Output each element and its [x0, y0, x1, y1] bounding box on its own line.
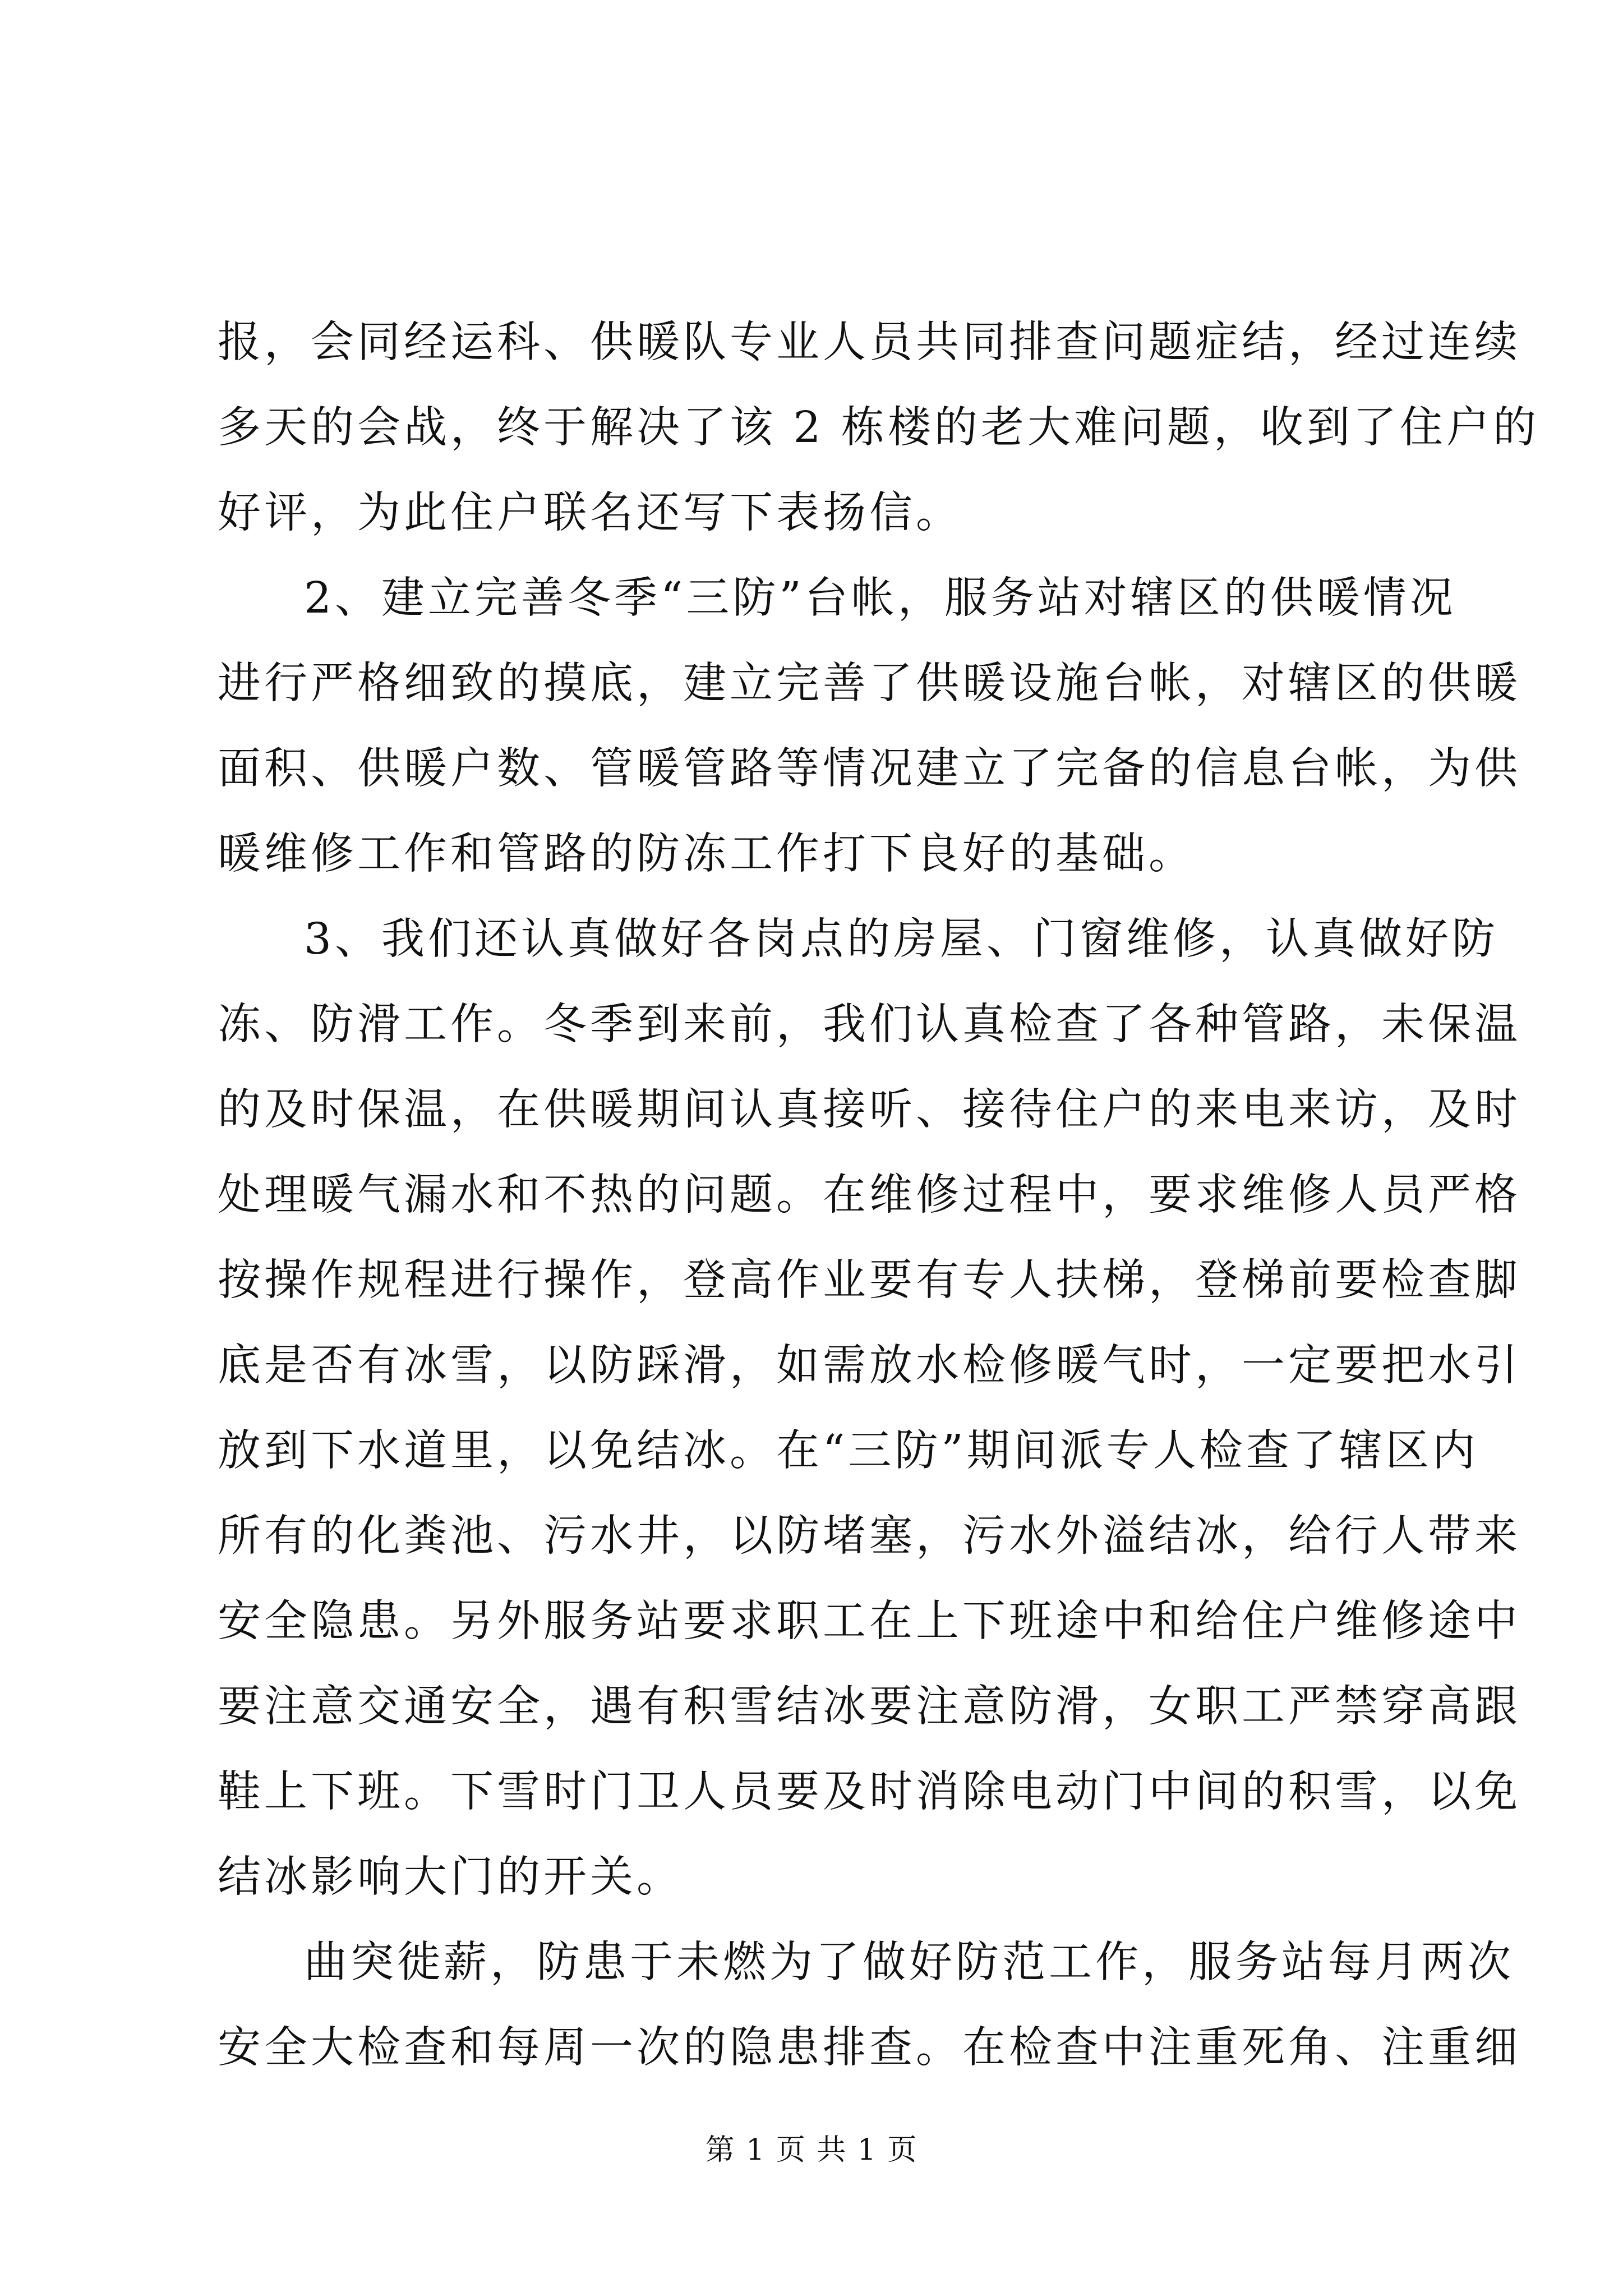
text-line: 要注意交通安全，遇有积雪结冰要注意防滑，女职工严禁穿高跟: [218, 1682, 1521, 1732]
text-line: 暖维修工作和管路的防冻工作打下良好的基础。: [218, 829, 1195, 879]
text-line: 面积、供暖户数、管暖管路等情况建立了完备的信息台帐，为供: [218, 744, 1521, 794]
text-line: 底是否有冰雪，以防踩滑，如需放水检修暖气时，一定要把水引: [218, 1341, 1521, 1391]
text-line: 所有的化粪池、污水井，以防堵塞，污水外溢结冰，给行人带来: [218, 1511, 1521, 1561]
text-line: 好评，为此住户联名还写下表扬信。: [218, 488, 962, 538]
text-line: 报，会同经运科、供暖队专业人员共同排查问题症结，经过连续: [218, 318, 1521, 367]
page-number-footer: 第 1 页 共 1 页: [705, 2133, 918, 2167]
text-line: 进行严格细致的摸底，建立完善了供暖设施台帐，对辖区的供暖: [218, 659, 1521, 708]
text-line: 处理暖气漏水和不热的问题。在维修过程中，要求维修人员严格: [218, 1170, 1521, 1220]
text-line: 冻、防滑工作。冬季到来前，我们认真检查了各种管路，未保温: [218, 1000, 1521, 1050]
text-line: 多天的会战，终于解决了该 2 栋楼的老大难问题，收到了住户的: [218, 403, 1539, 453]
text-line: 曲突徙薪，防患于未燃为了做好防范工作，服务站每月两次: [304, 1938, 1514, 1987]
text-line: 安全隐患。另外服务站要求职工在上下班途中和给住户维修途中: [218, 1596, 1521, 1646]
text-line: 鞋上下班。下雪时门卫人员要及时消除电动门中间的积雪，以免: [218, 1767, 1521, 1817]
text-line: 结冰影响大门的开关。: [218, 1852, 683, 1902]
text-line: 放到下水道里，以免结冰。在“三防”期间派专人检查了辖区内: [218, 1426, 1479, 1476]
text-line: 3、我们还认真做好各岗点的房屋、门窗维修，认真做好防: [304, 914, 1498, 964]
text-line: 安全大检查和每周一次的隐患排查。在检查中注重死角、注重细: [218, 2023, 1521, 2073]
text-line: 2、建立完善冬季“三防”台帐，服务站对辖区的供暖情况: [304, 573, 1456, 623]
text-line: 按操作规程进行操作，登高作业要有专人扶梯，登梯前要检查脚: [218, 1255, 1521, 1305]
text-line: 的及时保温，在供暖期间认真接听、接待住户的来电来访，及时: [218, 1085, 1521, 1135]
